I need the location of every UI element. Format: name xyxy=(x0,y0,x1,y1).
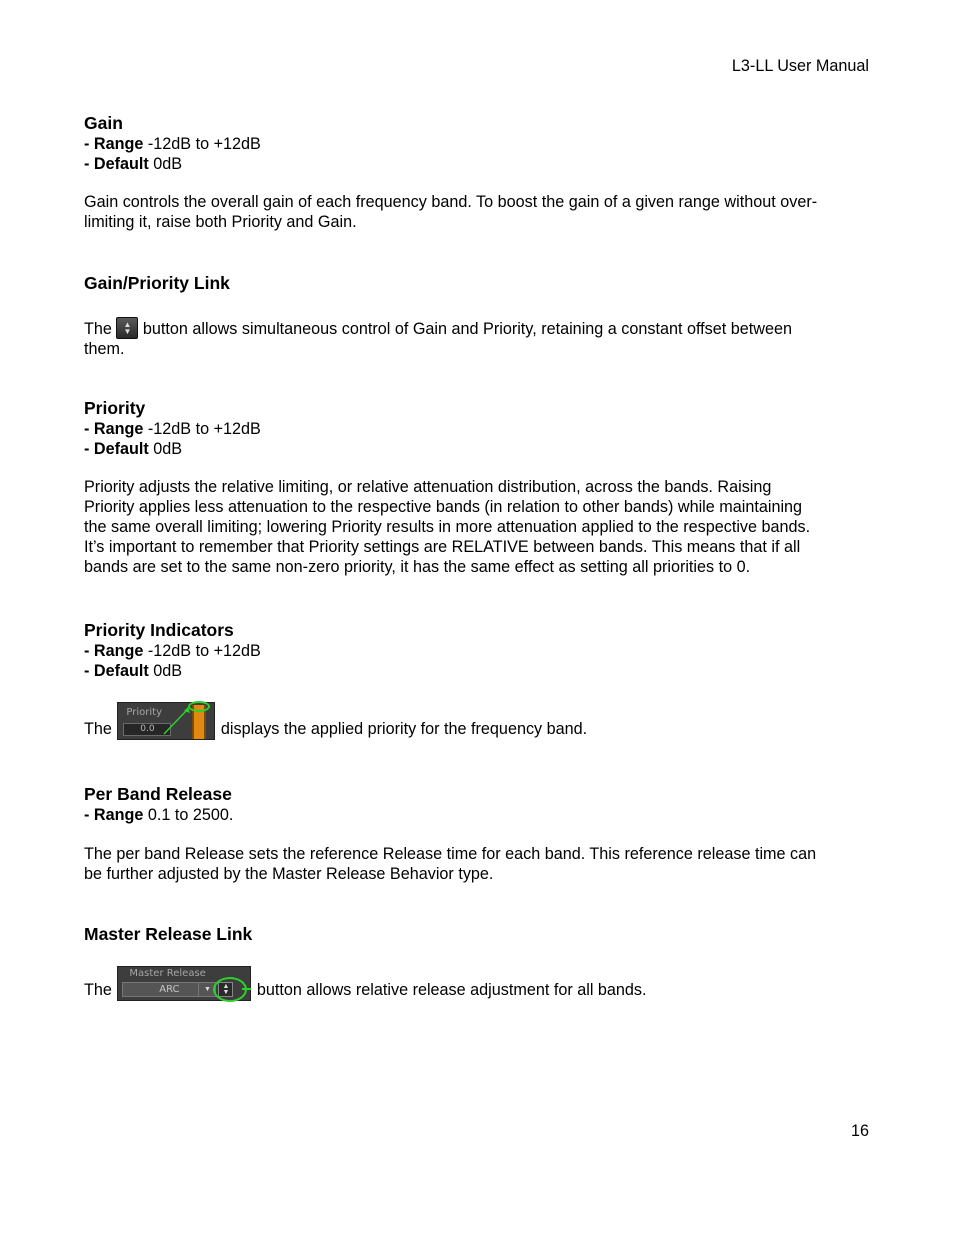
pi-text-after: displays the applied priority for the frequency band. xyxy=(216,720,588,738)
priority-body xyxy=(84,477,874,577)
pi-text-before: The xyxy=(84,720,117,738)
gain-range-label: - Range xyxy=(84,135,144,153)
priority-indicators-body xyxy=(84,702,874,748)
priority-body-line: Priority applies less attenuation to the respective bands (in relation to other bands) while maintaining xyxy=(84,498,803,516)
pbr-range-label: - Range xyxy=(84,806,144,824)
gain-priority-link-heading: Gain/Priority Link xyxy=(84,273,230,293)
pbr-body-line-2: be further adjusted by the Master Release Behavior type. xyxy=(84,865,494,883)
priority-indicator-widget[interactable] xyxy=(117,702,215,740)
section-master-release-link xyxy=(84,923,874,945)
priority-default-label: - Default xyxy=(84,440,149,458)
per-band-release-body xyxy=(84,844,874,884)
gain-range-value: -12dB to +12dB xyxy=(143,135,261,153)
priority-heading: Priority xyxy=(84,398,146,418)
pi-range xyxy=(84,641,874,661)
priority-widget-value: 0.0 xyxy=(123,723,171,736)
section-gain-priority-link xyxy=(84,272,874,294)
pi-range-value: -12dB to +12dB xyxy=(143,642,261,660)
master-release-label: Master Release xyxy=(129,968,206,979)
priority-range-label: - Range xyxy=(84,420,144,438)
gpl-text-after: button allows simultaneous control of Gain and Priority, retaining a constant offset between xyxy=(138,320,792,338)
chevron-down-icon[interactable]: ▼ xyxy=(198,982,215,997)
gain-default xyxy=(84,154,874,174)
mrl-text-before: The xyxy=(84,981,117,999)
highlight-line-icon xyxy=(242,988,251,990)
document-header: L3-LL User Manual xyxy=(731,57,869,75)
pi-range-label: - Range xyxy=(84,642,144,660)
priority-range xyxy=(84,419,874,439)
gain-default-value: 0dB xyxy=(148,155,183,173)
gain-body-line-2: limiting it, raise both Priority and Gain. xyxy=(84,213,357,231)
gpl-text-line-2: them. xyxy=(84,340,125,358)
priority-body-line: bands are set to the same non-zero priority, it has the same effect as setting all priorities to 0. xyxy=(84,558,751,576)
gpl-text-before: The xyxy=(84,320,117,338)
priority-default-value: 0dB xyxy=(148,440,183,458)
gain-heading: Gain xyxy=(84,113,123,133)
link-updown-icon[interactable]: ▲ ▼ xyxy=(116,317,138,339)
gain-default-label: - Default xyxy=(84,155,149,173)
gain-priority-link-body xyxy=(84,317,874,359)
master-release-link-heading: Master Release Link xyxy=(84,924,253,944)
master-release-link-body xyxy=(84,966,874,1008)
section-per-band-release xyxy=(84,783,874,825)
link-updown-icon[interactable]: ▲ ▼ xyxy=(218,982,233,997)
master-release-widget[interactable] xyxy=(117,966,251,1001)
priority-body-line: It’s important to remember that Priority settings are RELATIVE between bands. This means that if all xyxy=(84,538,801,556)
priority-widget-label: Priority xyxy=(126,707,162,718)
gain-body-line-1: Gain controls the overall gain of each frequency band. To boost the gain of a given range without over- xyxy=(84,193,818,211)
pbr-range xyxy=(84,805,874,825)
section-priority-indicators xyxy=(84,619,874,681)
priority-indicators-heading: Priority Indicators xyxy=(84,620,234,640)
mrl-text-after: button allows relative release adjustment for all bands. xyxy=(252,981,647,999)
per-band-release-heading: Per Band Release xyxy=(84,784,232,804)
pbr-range-value: 0.1 to 2500. xyxy=(143,806,234,824)
priority-body-line: Priority adjusts the relative limiting, or relative attenuation distribution, across the bands. Raising xyxy=(84,478,772,496)
page-number: 16 xyxy=(850,1122,869,1140)
priority-default xyxy=(84,439,874,459)
gain-range xyxy=(84,134,874,154)
pbr-body-line-1: The per band Release sets the reference Release time for each band. This reference release time can xyxy=(84,845,817,863)
pi-default-value: 0dB xyxy=(148,662,183,680)
priority-range-value: -12dB to +12dB xyxy=(143,420,261,438)
gain-body xyxy=(84,192,874,232)
section-gain xyxy=(84,112,874,174)
section-priority xyxy=(84,397,874,459)
priority-body-line: the same overall limiting; lowering Priority results in more attenuation applied to the respective bands. xyxy=(84,518,811,536)
master-release-value: ARC xyxy=(159,984,180,995)
pi-default-label: - Default xyxy=(84,662,149,680)
pi-default xyxy=(84,661,874,681)
